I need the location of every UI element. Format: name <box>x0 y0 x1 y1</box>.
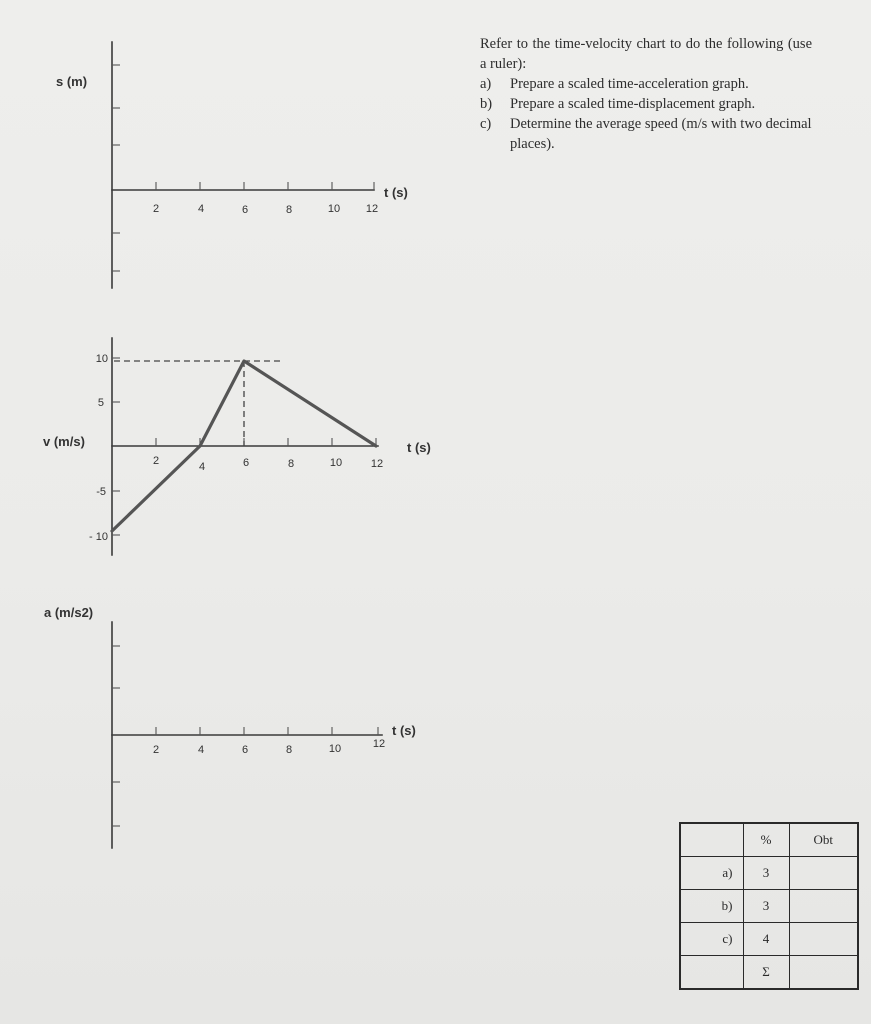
table-row <box>680 890 858 923</box>
table-row <box>680 857 858 890</box>
table-row <box>680 922 858 955</box>
v-graph-x-label: t (s) <box>407 440 431 455</box>
v-graph-y-label: v (m/s) <box>43 434 85 449</box>
task-id: b) <box>480 96 493 112</box>
score-table <box>679 822 859 990</box>
s-graph-y-label: s (m) <box>56 74 88 89</box>
a-graph-y-label: a (m/s2) <box>44 605 94 620</box>
task-item <box>480 94 812 114</box>
v-y-tick-label: - 10 <box>89 531 108 543</box>
task-item <box>480 114 812 154</box>
task-text: Prepare a scaled time-acceleration graph. <box>510 76 749 92</box>
percent-cell: 4 <box>743 922 789 955</box>
a-x-tick-label: 8 <box>285 744 293 756</box>
v-x-tick-label: 6 <box>242 457 250 469</box>
a-x-tick-label: 6 <box>241 744 249 756</box>
s-x-tick-label: 8 <box>285 204 293 216</box>
s-x-tick-label: 4 <box>197 203 205 215</box>
obt-cell[interactable] <box>789 857 858 890</box>
table-row <box>680 955 858 989</box>
obt-cell[interactable] <box>789 890 858 923</box>
percent-cell: 3 <box>743 890 789 923</box>
s-x-tick-label: 2 <box>152 203 160 215</box>
s-graph-x-label: t (s) <box>384 185 408 200</box>
row-label: b) <box>680 890 743 923</box>
instructions-intro: Refer to the time-velocity chart to do the following (use a ruler): <box>480 36 812 72</box>
a-graph-x-label: t (s) <box>392 723 416 738</box>
percent-cell: 3 <box>743 857 789 890</box>
obt-cell[interactable] <box>789 922 858 955</box>
task-id: c) <box>480 116 492 132</box>
task-text: Determine the average speed (m/s with two decimal places). <box>510 116 812 152</box>
v-x-tick-label: 4 <box>198 461 206 473</box>
task-id: a) <box>480 76 492 92</box>
v-x-tick-label: 12 <box>370 458 384 470</box>
a-x-tick-label: 2 <box>152 744 160 756</box>
total-cell: Σ <box>743 955 789 989</box>
v-x-tick-label: 8 <box>287 458 295 470</box>
v-x-tick-label: 10 <box>329 457 343 469</box>
header-cell: % <box>743 823 789 857</box>
header-cell: Obt <box>789 823 858 857</box>
row-label <box>680 955 743 989</box>
task-item <box>480 74 812 94</box>
a-x-tick-label: 4 <box>197 744 205 756</box>
v-y-tick-label: 5 <box>97 397 104 409</box>
task-text: Prepare a scaled time-displacement graph. <box>510 96 756 112</box>
v-y-tick-label: 10 <box>95 353 108 365</box>
s-x-tick-label: 12 <box>365 203 379 215</box>
assignment-instructions <box>480 34 812 154</box>
header-cell <box>680 823 743 857</box>
s-x-tick-label: 6 <box>241 204 249 216</box>
obt-cell[interactable] <box>789 955 858 989</box>
row-label: c) <box>680 922 743 955</box>
a-x-tick-label: 12 <box>372 738 386 750</box>
s-x-tick-label: 10 <box>327 203 341 215</box>
row-label: a) <box>680 857 743 890</box>
score-table-header <box>680 823 858 857</box>
v-y-tick-label: -5 <box>96 486 106 498</box>
v-x-tick-label: 2 <box>152 455 160 467</box>
a-x-tick-label: 10 <box>328 743 342 755</box>
